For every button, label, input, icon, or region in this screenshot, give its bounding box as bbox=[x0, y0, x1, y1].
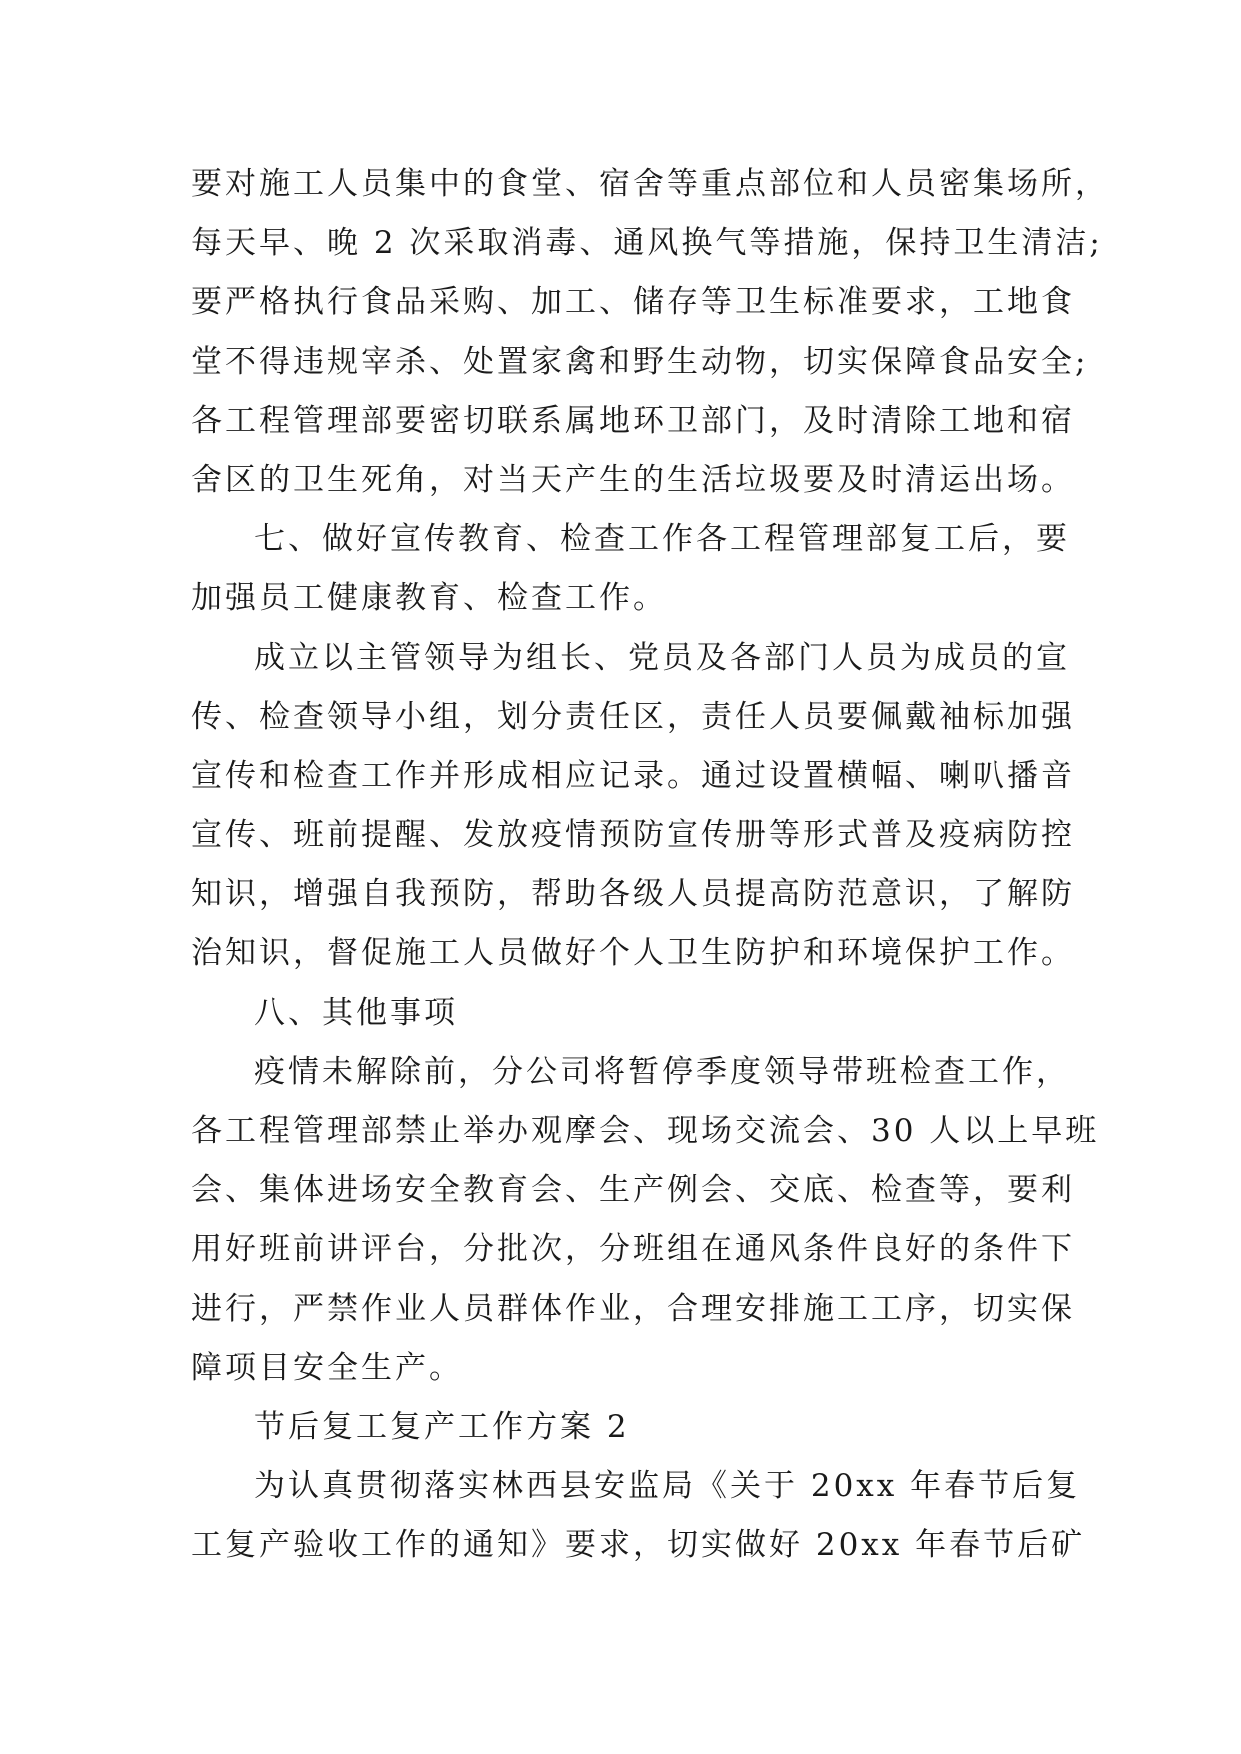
text-line: 加强员工健康教育、检查工作。 bbox=[191, 580, 667, 617]
text-line: 传、检查领导小组，划分责任区，责任人员要佩戴袖标加强 bbox=[191, 698, 1075, 735]
text-line: 治知识，督促施工人员做好个人卫生防护和环境保护工作。 bbox=[191, 935, 1075, 972]
paragraph-start: 成立以主管领导为组长、党员及各部门人员为成员的宣 bbox=[254, 639, 1070, 676]
text-line: 进行，严禁作业人员群体作业，合理安排施工工序，切实保 bbox=[191, 1290, 1075, 1327]
text-line: 障项目安全生产。 bbox=[191, 1349, 463, 1386]
text-line: 知识，增强自我预防，帮助各级人员提高防范意识，了解防 bbox=[191, 876, 1075, 913]
text-line: 每天早、晚 2 次采取消毒、通风换气等措施，保持卫生清洁; bbox=[191, 225, 1103, 262]
text-line: 宣传、班前提醒、发放疫情预防宣传册等形式普及疫病防控 bbox=[191, 817, 1075, 854]
plan-title: 节后复工复产工作方案 2 bbox=[254, 1408, 630, 1445]
section-heading-7: 七、做好宣传教育、检查工作各工程管理部复工后，要 bbox=[254, 521, 1070, 558]
text-line: 各工程管理部要密切联系属地环卫部门，及时清除工地和宿 bbox=[191, 402, 1075, 439]
text-line: 舍区的卫生死角，对当天产生的生活垃圾要及时清运出场。 bbox=[191, 461, 1075, 498]
text-line: 宣传和检查工作并形成相应记录。通过设置横幅、喇叭播音 bbox=[191, 757, 1075, 794]
text-line: 用好班前讲评台，分批次，分班组在通风条件良好的条件下 bbox=[191, 1231, 1075, 1268]
text-line: 各工程管理部禁止举办观摩会、现场交流会、30 人以上早班 bbox=[191, 1113, 1100, 1149]
paragraph-start: 疫情未解除前，分公司将暂停季度领导带班检查工作， bbox=[254, 1053, 1070, 1090]
text-line: 工复产验收工作的通知》要求，切实做好 20xx 年春节后矿 bbox=[191, 1527, 1086, 1564]
paragraph-start: 为认真贯彻落实林西县安监局《关于 20xx 年春节后复 bbox=[254, 1468, 1081, 1505]
text-line: 会、集体进场安全教育会、生产例会、交底、检查等，要利 bbox=[191, 1172, 1075, 1209]
text-line: 要严格执行食品采购、加工、储存等卫生标准要求，工地食 bbox=[191, 284, 1075, 321]
section-heading-8: 八、其他事项 bbox=[254, 994, 458, 1031]
text-line: 堂不得违规宰杀、处置家禽和野生动物，切实保障食品安全; bbox=[191, 343, 1089, 380]
document-body bbox=[191, 155, 1109, 1576]
text-line: 要对施工人员集中的食堂、宿舍等重点部位和人员密集场所， bbox=[191, 166, 1109, 202]
